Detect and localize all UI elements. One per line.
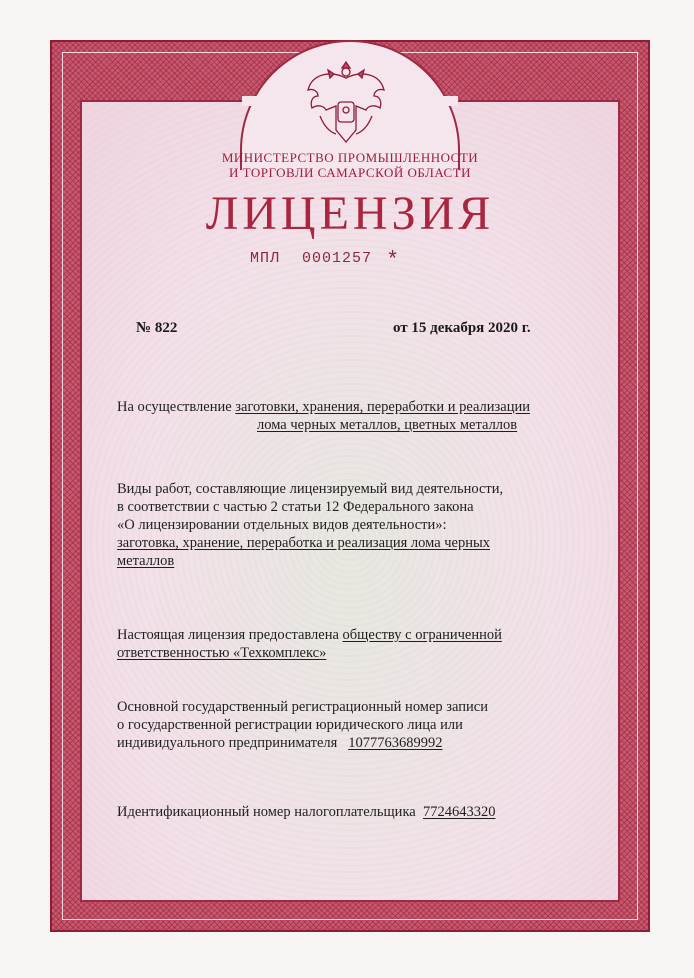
license-date: от 15 декабря 2020 г.: [393, 320, 531, 336]
inn-section: [117, 803, 597, 821]
activity-value-1: заготовки, хранения, переработки и реализации: [235, 399, 530, 415]
ministry-line-1: МИНИСТЕРСТВО ПРОМЫШЛЕННОСТИ: [221, 150, 479, 165]
ministry-heading: [190, 150, 510, 180]
activity-prefix: На осуществление: [117, 399, 232, 415]
works-section: [117, 480, 597, 570]
serial-number: 0001257: [302, 250, 373, 267]
ogrn-line-1: Основной государственный регистрационный номер записи: [117, 699, 488, 715]
ogrn-label: индивидуального предпринимателя: [117, 735, 338, 751]
licensee-value-1: обществу с ограниченной: [342, 627, 502, 643]
licensee-prefix: Настоящая лицензия предоставлена: [117, 627, 339, 643]
activity-value-2: лома черных металлов, цветных металлов: [257, 417, 518, 433]
document-title: ЛИЦЕНЗИЯ: [205, 187, 495, 240]
inn-value: 7724643320: [422, 804, 496, 820]
licensee-section: [117, 626, 597, 662]
series-code: МПЛ: [250, 250, 281, 267]
licensee-value-2: ответственностью «Техкомплекс»: [117, 645, 327, 661]
series-number: [250, 244, 470, 273]
works-line-3: «О лицензировании отдельных видов деятельности»:: [117, 517, 447, 533]
ministry-line-2: И ТОРГОВЛИ САМАРСКОЙ ОБЛАСТИ: [228, 165, 472, 180]
works-line-2: в соответствии с частью 2 статьи 12 Федерального закона: [117, 499, 474, 515]
star-icon: *: [386, 248, 401, 273]
ogrn-line-2: о государственной регистрации юридического лица или: [117, 717, 463, 733]
works-line-1: Виды работ, составляющие лицензируемый вид деятельности,: [117, 481, 504, 497]
ogrn-section: [117, 698, 597, 752]
works-value-2: металлов: [117, 553, 175, 569]
license-number: № 822: [136, 320, 178, 336]
inn-label: Идентификационный номер налогоплательщика: [117, 804, 416, 820]
activity-section: [117, 398, 597, 434]
ogrn-line-3: [117, 734, 597, 752]
ogrn-value: 1077763689992: [348, 735, 443, 751]
works-value-1: заготовка, хранение, переработка и реализация лома черных: [117, 535, 490, 551]
coat-of-arms-icon: [300, 56, 392, 148]
